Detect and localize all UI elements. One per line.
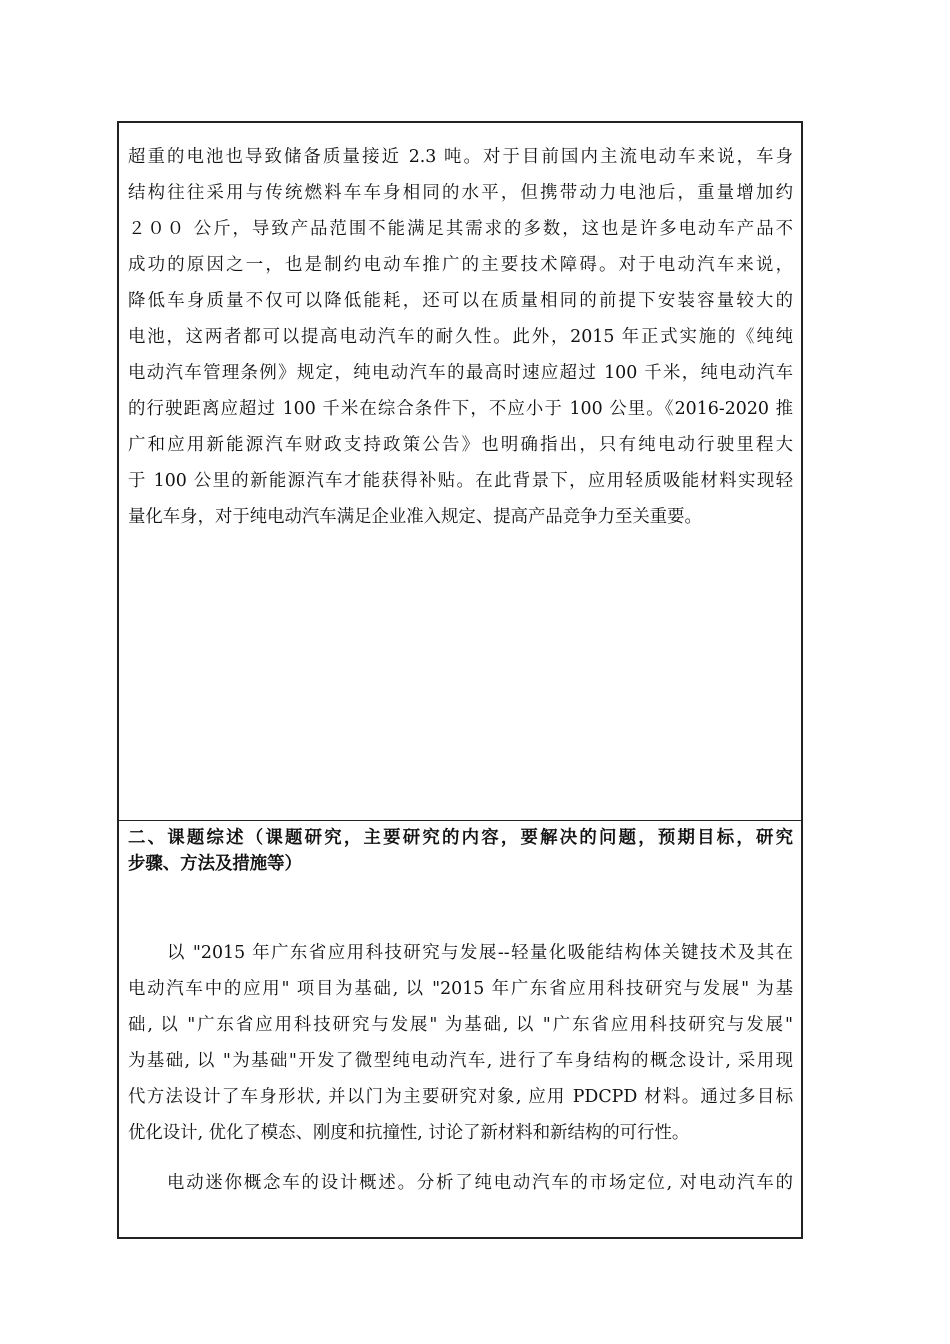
body-text-line: 以 "2015 年广东省应用科技研究与发展--轻量化吸能结构体关键技术及其在 (167, 943, 793, 963)
topic-review-section-cell (119, 821, 801, 1237)
section-heading: 二、课题综述（课题研究，主要研究的内容，要解决的问题，预期目标，研究 (128, 828, 793, 848)
body-text-line: 成功的原因之一，也是制约电动车推广的主要技术障碍。对于电动汽车来说， (128, 255, 793, 275)
body-text-line: ２００ 公斤，导致产品范围不能满足其需求的多数，这也是许多电动车产品不 (128, 219, 793, 239)
background-section-cell (119, 123, 801, 821)
body-text-line: 电动汽车管理条例》规定，纯电动汽车的最高时速应超过 100 千米，纯电动汽车 (128, 363, 793, 383)
body-text-line: 电动汽车中的应用" 项目为基础, 以 "2015 年广东省应用科技研究与发展" 为基 (128, 979, 793, 999)
body-text-line: 为基础, 以 "为基础"开发了微型纯电动汽车, 进行了车身结构的概念设计, 采用现 (128, 1051, 793, 1071)
section-heading: 步骤、方法及措施等） (128, 854, 302, 874)
body-text-line: 础, 以 "广东省应用科技研究与发展" 为基础, 以 "广东省应用科技研究与发展" (128, 1015, 793, 1035)
body-text-line: 广和应用新能源汽车财政支持政策公告》也明确指出，只有纯电动行驶里程大 (128, 435, 793, 455)
body-text-line: 结构往往采用与传统燃料车车身相同的水平，但携带动力电池后，重量增加约 (128, 183, 793, 203)
body-text-line: 于 100 公里的新能源汽车才能获得补贴。在此背景下，应用轻质吸能材料实现轻 (128, 471, 793, 491)
body-text-line: 量化车身，对于纯电动汽车满足企业准入规定、提高产品竞争力至关重要。 (128, 507, 702, 527)
body-text-line: 电池，这两者都可以提高电动汽车的耐久性。此外，2015 年正式实施的《纯纯 (128, 327, 793, 347)
body-text-line: 降低车身质量不仅可以降低能耗，还可以在质量相同的前提下安装容量较大的 (128, 291, 793, 311)
body-text-line: 超重的电池也导致储备质量接近 2.3 吨。对于目前国内主流电动车来说，车身 (128, 147, 793, 167)
body-text-line: 代方法设计了车身形状, 并以门为主要研究对象, 应用 PDCPD 材料。通过多目标 (128, 1087, 793, 1107)
document-table (117, 121, 803, 1239)
body-text-line: 的行驶距离应超过 100 千米在综合条件下，不应小于 100 公里。《2016-2020 推 (128, 399, 793, 419)
body-text-line: 电动迷你概念车的设计概述。分析了纯电动汽车的市场定位, 对电动汽车的 (167, 1173, 793, 1193)
body-text-line: 优化设计, 优化了模态、刚度和抗撞性, 讨论了新材料和新结构的可行性。 (128, 1123, 690, 1143)
